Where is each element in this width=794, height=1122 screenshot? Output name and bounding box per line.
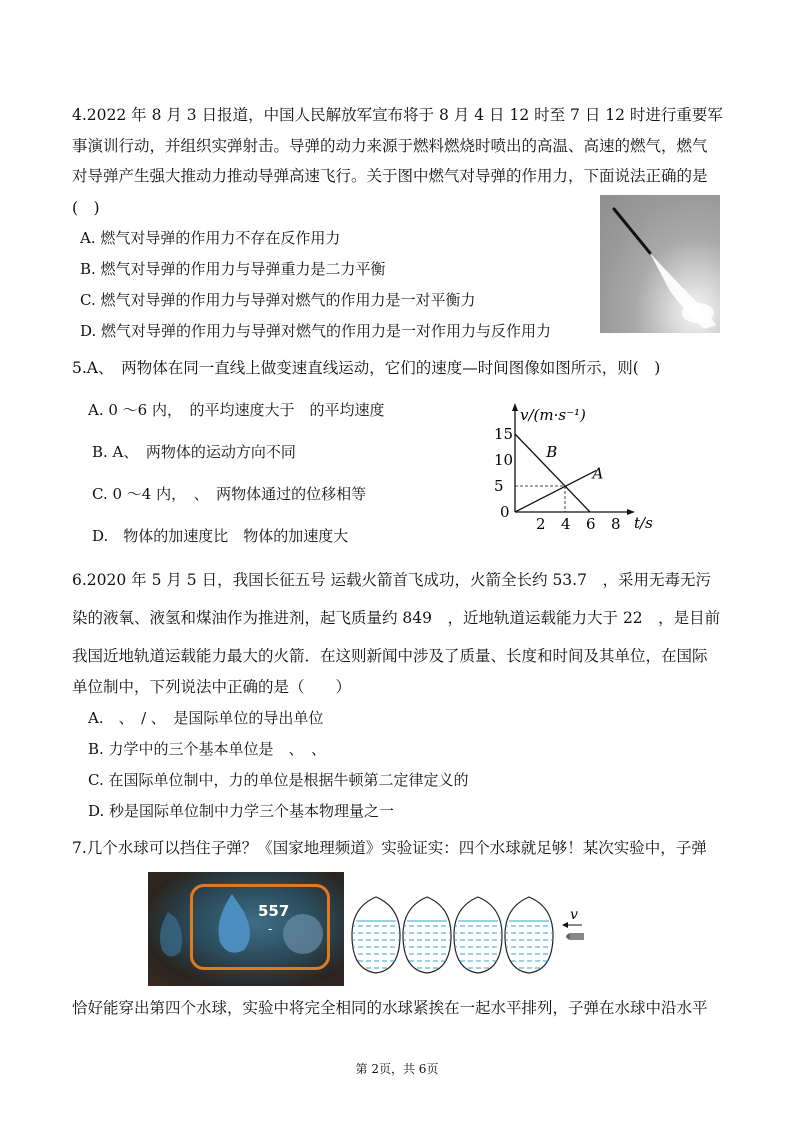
q4-option-a: A. 燃气对导弹的作用力不存在反作用力 <box>80 229 341 247</box>
missile-photo <box>600 195 720 333</box>
series-b-label: B <box>546 442 558 461</box>
q5-option-b: B. A、 两物体的运动方向不同 <box>92 443 296 461</box>
photo-number: 557 <box>258 902 290 920</box>
water-balloon-photo <box>148 872 344 986</box>
velocity-time-graph <box>490 400 660 535</box>
q7-line-1: 7.几个水球可以挡住子弹？《国家地理频道》实验证实：四个水球就足够！某次实验中，子弹 <box>72 839 707 857</box>
x-tick-label: 8 <box>611 515 621 533</box>
q4-line-2: 事演训行动，并组织实弹射击。导弹的动力来源于燃料燃烧时喷出的高温、高速的燃气，燃气 <box>72 137 708 155</box>
y-tick-label: 15 <box>494 425 514 443</box>
q5-option-c: C. 0 ～4 内， 、 两物体通过的位移相等 <box>92 485 367 503</box>
origin-label: 0 <box>500 503 510 521</box>
q4-line-1: 4.2022 年 8 月 3 日报道，中国人民解放军宣布将于 8 月 4 日 12 时至 7 日 12 时进行重要军 <box>72 106 723 124</box>
photo-dash: - <box>268 922 273 936</box>
q6-line-4: 单位制中，下列说法中正确的是（ ） <box>72 678 352 696</box>
q4-option-d: D. 燃气对导弹的作用力与导弹对燃气的作用力是一对作用力与反作用力 <box>80 322 552 340</box>
q6-option-d: D. 秒是国际单位制中力学三个基本物理量之一 <box>88 802 395 820</box>
q7-line-2: 恰好能穿出第四个水球，实验中将完全相同的水球紧挨在一起水平排列，子弹在水球中沿水平 <box>72 999 708 1017</box>
water-ball-2 <box>403 897 451 975</box>
x-axis-label: t/s <box>634 514 653 532</box>
q4-answer-paren: ( ) <box>72 199 100 217</box>
page-footer: 第 2页，共 6页 <box>355 1062 439 1076</box>
bullet-icon <box>566 933 584 940</box>
q5-option-d: D. 物体的加速度比 物体的加速度大 <box>92 527 349 545</box>
q6-line-3: 我国近地轨道运载能力最大的火箭．在这则新闻中涉及了质量、长度和时间及其单位，在国际 <box>72 647 708 665</box>
water-balls-diagram <box>350 895 595 975</box>
q4-option-b: B. 燃气对导弹的作用力与导弹重力是二力平衡 <box>80 260 386 278</box>
water-ball-4 <box>505 897 553 975</box>
q6-line-1: 6.2020 年 5 月 5 日，我国长征五号 运载火箭首飞成功，火箭全长约 53.7 ，采用无毒无污 <box>72 571 711 589</box>
x-tick-label: 4 <box>561 515 571 533</box>
y-tick-label: 5 <box>494 477 504 495</box>
x-tick-label: 2 <box>536 515 546 533</box>
series-a-label: A <box>592 464 604 483</box>
water-ball-3 <box>454 897 502 975</box>
q4-option-c: C. 燃气对导弹的作用力与导弹对燃气的作用力是一对平衡力 <box>80 291 476 309</box>
q6-line-2: 染的液氧、液氢和煤油作为推进剂，起飞质量约 849 ，近地轨道运载能力大于 22 ，是目前 <box>72 609 721 627</box>
q6-option-c: C. 在国际单位制中，力的单位是根据牛顿第二定律定义的 <box>88 771 469 789</box>
q6-option-a: A. 、 / 、 是国际单位的导出单位 <box>88 709 324 727</box>
velocity-label: v <box>570 907 578 923</box>
water-ball-1 <box>352 897 400 975</box>
q5-stem: 5.A、 两物体在同一直线上做变速直线运动，它们的速度—时间图像如图所示，则( ) <box>72 359 661 377</box>
y-tick-label: 10 <box>494 451 514 469</box>
x-tick-label: 6 <box>586 515 596 533</box>
q4-line-3: 对导弹产生强大推动力推动导弹高速飞行。关于图中燃气对导弹的作用力，下面说法正确的是 <box>72 167 708 185</box>
q5-option-a: A. 0 ～6 内， 的平均速度大于 的平均速度 <box>88 401 385 419</box>
y-axis-label: v/(m·s⁻¹) <box>520 406 586 424</box>
q6-option-b: B. 力学中的三个基本单位是 、 、 <box>88 740 327 758</box>
